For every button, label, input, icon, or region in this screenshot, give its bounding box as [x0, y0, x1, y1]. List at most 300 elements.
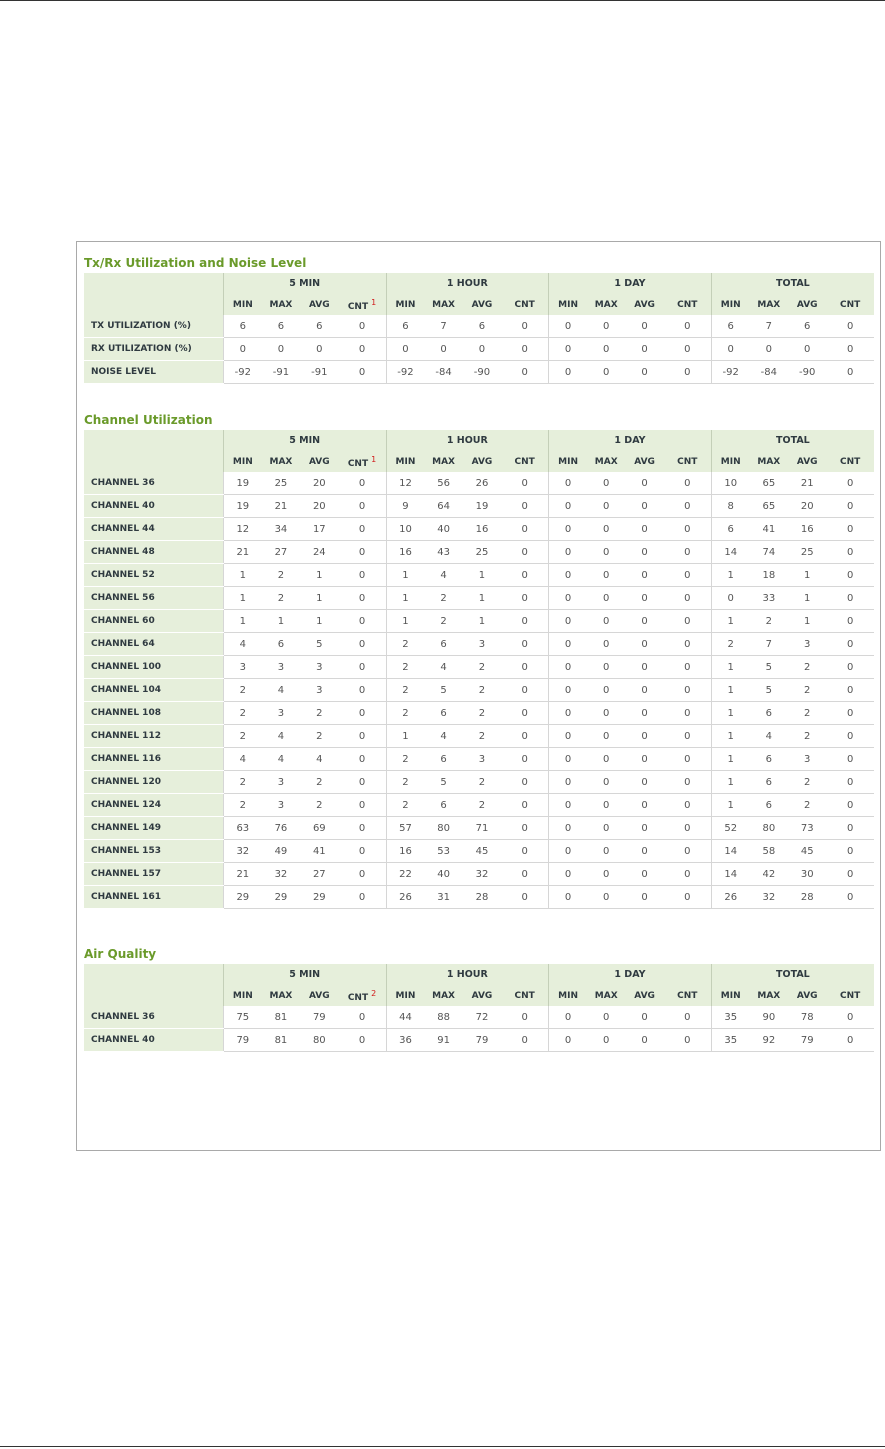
value-cell: 1: [386, 587, 424, 610]
value-cell: 1: [300, 587, 338, 610]
value-cell: 0: [826, 564, 874, 587]
column-header-avg: [300, 985, 338, 1006]
column-header-max: [262, 294, 300, 315]
value-cell: 6: [424, 633, 462, 656]
column-header-label: CNT: [677, 990, 698, 1001]
column-header-max: [424, 451, 462, 472]
value-cell: -90: [788, 361, 826, 384]
value-cell: 2: [386, 748, 424, 771]
value-cell: 0: [625, 702, 663, 725]
value-cell: 0: [549, 541, 587, 564]
row-label: CHANNEL 48: [84, 541, 223, 564]
group-header-row: [84, 273, 874, 294]
value-cell: 0: [587, 771, 625, 794]
column-header-row: [84, 451, 874, 472]
value-cell: 2: [788, 679, 826, 702]
value-cell: 25: [262, 472, 300, 495]
value-cell: 4: [750, 725, 788, 748]
section-title: Channel Utilization: [84, 413, 213, 427]
value-cell: 19: [223, 495, 261, 518]
value-cell: 2: [300, 702, 338, 725]
value-cell: 4: [424, 564, 462, 587]
value-cell: 0: [826, 702, 874, 725]
value-cell: 0: [664, 886, 711, 909]
value-cell: 0: [549, 863, 587, 886]
column-header-label: AVG: [308, 456, 330, 467]
value-cell: 0: [501, 564, 549, 587]
column-header-label: CNT: [347, 301, 369, 312]
column-header-avg: [625, 451, 663, 472]
value-cell: 32: [262, 863, 300, 886]
value-cell: 3: [262, 656, 300, 679]
value-cell: 0: [339, 1006, 387, 1029]
column-header-min: [549, 451, 587, 472]
row-label: CHANNEL 60: [84, 610, 223, 633]
footnote-marker: 1: [371, 454, 377, 464]
group-header: TOTAL: [711, 273, 874, 294]
value-cell: 0: [664, 656, 711, 679]
value-cell: 0: [339, 840, 387, 863]
value-cell: 0: [339, 472, 387, 495]
value-cell: 45: [788, 840, 826, 863]
value-cell: 0: [501, 863, 549, 886]
value-cell: 0: [625, 771, 663, 794]
table-row: [84, 338, 874, 361]
value-cell: 2: [424, 610, 462, 633]
value-cell: 6: [262, 315, 300, 338]
column-header-avg: [625, 985, 663, 1006]
value-cell: 0: [664, 338, 711, 361]
column-header-label: AVG: [471, 990, 493, 1001]
value-cell: 1: [788, 587, 826, 610]
value-cell: 0: [664, 361, 711, 384]
value-cell: 0: [587, 541, 625, 564]
column-header-max: [750, 451, 788, 472]
value-cell: 0: [664, 817, 711, 840]
column-header-min: [386, 294, 424, 315]
value-cell: 91: [424, 1029, 462, 1052]
value-cell: 33: [750, 587, 788, 610]
value-cell: 2: [386, 633, 424, 656]
page-bottom-rule: [0, 1446, 885, 1447]
column-header-max: [587, 985, 625, 1006]
value-cell: 4: [262, 679, 300, 702]
value-cell: 1: [788, 564, 826, 587]
value-cell: 0: [501, 541, 549, 564]
value-cell: 0: [587, 840, 625, 863]
column-header-avg: [300, 294, 338, 315]
value-cell: 3: [223, 656, 261, 679]
value-cell: 0: [549, 495, 587, 518]
value-cell: 75: [223, 1006, 261, 1029]
value-cell: 1: [300, 610, 338, 633]
value-cell: 78: [788, 1006, 826, 1029]
value-cell: 0: [664, 794, 711, 817]
row-label: RX UTILIZATION (%): [84, 338, 223, 361]
value-cell: 2: [463, 656, 501, 679]
table-row: [84, 1006, 874, 1029]
value-cell: 0: [587, 886, 625, 909]
value-cell: 2: [386, 771, 424, 794]
value-cell: 16: [463, 518, 501, 541]
value-cell: 6: [711, 518, 749, 541]
value-cell: 0: [788, 338, 826, 361]
value-cell: 27: [300, 863, 338, 886]
column-header-max: [262, 985, 300, 1006]
value-cell: 45: [463, 840, 501, 863]
value-cell: 0: [339, 361, 387, 384]
value-cell: 10: [711, 472, 749, 495]
value-cell: 49: [262, 840, 300, 863]
value-cell: 0: [664, 748, 711, 771]
column-header-label: AVG: [308, 990, 330, 1001]
column-header-cnt: [501, 451, 549, 472]
value-cell: 64: [424, 495, 462, 518]
value-cell: 4: [262, 748, 300, 771]
value-cell: 35: [711, 1006, 749, 1029]
value-cell: 25: [788, 541, 826, 564]
value-cell: 2: [788, 725, 826, 748]
value-cell: 2: [386, 794, 424, 817]
value-cell: 44: [386, 1006, 424, 1029]
value-cell: 20: [300, 495, 338, 518]
value-cell: -91: [300, 361, 338, 384]
value-cell: 0: [339, 1029, 387, 1052]
value-cell: 0: [424, 338, 462, 361]
value-cell: 0: [587, 725, 625, 748]
value-cell: 0: [826, 541, 874, 564]
channel-utilization-section: [84, 410, 874, 909]
value-cell: 0: [549, 518, 587, 541]
table-row: [84, 1029, 874, 1052]
value-cell: 0: [625, 633, 663, 656]
table-row: [84, 495, 874, 518]
column-header-label: CNT: [840, 990, 861, 1001]
value-cell: 0: [625, 564, 663, 587]
value-cell: 4: [300, 748, 338, 771]
value-cell: 90: [750, 1006, 788, 1029]
value-cell: 0: [625, 794, 663, 817]
value-cell: 0: [549, 886, 587, 909]
value-cell: 0: [587, 361, 625, 384]
value-cell: 0: [587, 518, 625, 541]
value-cell: 0: [501, 361, 549, 384]
value-cell: 0: [826, 338, 874, 361]
column-header-label: AVG: [634, 456, 655, 467]
row-label: CHANNEL 56: [84, 587, 223, 610]
column-header-label: MIN: [232, 299, 253, 310]
column-header-label: MIN: [395, 456, 416, 467]
column-header-label: AVG: [634, 990, 655, 1001]
value-cell: 0: [587, 338, 625, 361]
value-cell: 2: [463, 679, 501, 702]
value-cell: 79: [223, 1029, 261, 1052]
value-cell: 3: [300, 656, 338, 679]
value-cell: 0: [587, 656, 625, 679]
value-cell: 0: [826, 472, 874, 495]
column-header-label: MAX: [432, 456, 456, 467]
value-cell: 0: [339, 587, 387, 610]
value-cell: 2: [300, 771, 338, 794]
value-cell: 65: [750, 472, 788, 495]
value-cell: 0: [501, 1006, 549, 1029]
value-cell: 25: [463, 541, 501, 564]
value-cell: 0: [549, 702, 587, 725]
column-header-avg: [463, 451, 501, 472]
group-header-row: [84, 430, 874, 451]
value-cell: 0: [587, 633, 625, 656]
column-header-label: CNT: [840, 456, 861, 467]
group-header: 1 DAY: [549, 964, 712, 985]
value-cell: 17: [300, 518, 338, 541]
row-label: CHANNEL 149: [84, 817, 223, 840]
value-cell: 3: [463, 633, 501, 656]
value-cell: 0: [549, 633, 587, 656]
value-cell: 80: [750, 817, 788, 840]
value-cell: 2: [463, 771, 501, 794]
value-cell: -84: [750, 361, 788, 384]
value-cell: 3: [788, 633, 826, 656]
value-cell: 0: [339, 495, 387, 518]
header-blank-cell: [84, 294, 223, 315]
value-cell: 0: [587, 564, 625, 587]
column-header-max: [424, 294, 462, 315]
value-cell: 0: [826, 656, 874, 679]
value-cell: 0: [826, 863, 874, 886]
value-cell: 57: [386, 817, 424, 840]
value-cell: 0: [339, 541, 387, 564]
row-label: CHANNEL 64: [84, 633, 223, 656]
table-row: [84, 564, 874, 587]
column-header-label: MIN: [720, 456, 741, 467]
value-cell: 0: [826, 1006, 874, 1029]
value-cell: 0: [826, 817, 874, 840]
value-cell: 0: [625, 863, 663, 886]
value-cell: 2: [424, 587, 462, 610]
value-cell: 0: [339, 817, 387, 840]
column-header-cnt: [826, 451, 874, 472]
column-header-cnt: [826, 294, 874, 315]
column-header-label: MAX: [269, 456, 293, 467]
value-cell: 2: [262, 564, 300, 587]
column-header-label: MIN: [395, 990, 416, 1001]
value-cell: 0: [339, 748, 387, 771]
value-cell: 0: [501, 633, 549, 656]
value-cell: 0: [664, 725, 711, 748]
value-cell: 26: [386, 886, 424, 909]
value-cell: 0: [826, 886, 874, 909]
value-cell: 2: [463, 725, 501, 748]
value-cell: 0: [625, 817, 663, 840]
value-cell: 20: [300, 472, 338, 495]
column-header-label: MAX: [757, 456, 781, 467]
value-cell: 0: [625, 679, 663, 702]
column-header-max: [587, 451, 625, 472]
value-cell: 0: [587, 472, 625, 495]
value-cell: 0: [826, 633, 874, 656]
value-cell: 2: [788, 656, 826, 679]
value-cell: 58: [750, 840, 788, 863]
value-cell: 1: [386, 725, 424, 748]
value-cell: 0: [300, 338, 338, 361]
air-quality-section: [84, 944, 874, 1063]
value-cell: 0: [664, 315, 711, 338]
value-cell: 0: [549, 1006, 587, 1029]
value-cell: 32: [463, 863, 501, 886]
column-header-label: MAX: [269, 299, 293, 310]
row-label: CHANNEL 116: [84, 748, 223, 771]
value-cell: 1: [223, 610, 261, 633]
value-cell: 26: [711, 886, 749, 909]
value-cell: 2: [300, 794, 338, 817]
value-cell: 1: [711, 771, 749, 794]
value-cell: 1: [711, 748, 749, 771]
value-cell: 1: [386, 564, 424, 587]
value-cell: 92: [750, 1029, 788, 1052]
group-header: 1 HOUR: [386, 273, 549, 294]
value-cell: 0: [664, 679, 711, 702]
value-cell: 65: [750, 495, 788, 518]
value-cell: 6: [424, 748, 462, 771]
value-cell: 0: [549, 748, 587, 771]
table-row: [84, 541, 874, 564]
value-cell: 6: [711, 315, 749, 338]
value-cell: 2: [223, 771, 261, 794]
value-cell: 6: [300, 315, 338, 338]
value-cell: 0: [386, 338, 424, 361]
value-cell: 0: [625, 840, 663, 863]
value-cell: 0: [549, 564, 587, 587]
group-header: 1 DAY: [549, 430, 712, 451]
page-top-rule: [0, 0, 885, 1]
group-header: TOTAL: [711, 430, 874, 451]
column-header-label: MIN: [720, 299, 741, 310]
section-title: Air Quality: [84, 947, 157, 961]
row-label: CHANNEL 153: [84, 840, 223, 863]
table-row: [84, 361, 874, 384]
table-row: [84, 315, 874, 338]
value-cell: 0: [826, 771, 874, 794]
value-cell: 24: [300, 541, 338, 564]
value-cell: 73: [788, 817, 826, 840]
value-cell: 3: [262, 794, 300, 817]
value-cell: 0: [625, 472, 663, 495]
value-cell: 0: [223, 338, 261, 361]
value-cell: 0: [549, 817, 587, 840]
table-row: [84, 886, 874, 909]
column-header-label: MAX: [594, 299, 618, 310]
value-cell: 0: [339, 338, 387, 361]
value-cell: -84: [424, 361, 462, 384]
column-header-cnt: [664, 985, 711, 1006]
value-cell: 0: [587, 495, 625, 518]
value-cell: 0: [625, 886, 663, 909]
value-cell: 8: [711, 495, 749, 518]
value-cell: 0: [549, 610, 587, 633]
value-cell: 2: [223, 702, 261, 725]
value-cell: 6: [463, 315, 501, 338]
value-cell: 14: [711, 863, 749, 886]
value-cell: 1: [711, 656, 749, 679]
row-label: NOISE LEVEL: [84, 361, 223, 384]
column-header-label: MIN: [558, 456, 579, 467]
value-cell: 7: [750, 633, 788, 656]
value-cell: 0: [339, 564, 387, 587]
column-header-min: [711, 294, 749, 315]
column-header-label: CNT: [514, 456, 535, 467]
value-cell: 79: [300, 1006, 338, 1029]
value-cell: 0: [549, 656, 587, 679]
row-label: CHANNEL 120: [84, 771, 223, 794]
value-cell: 0: [587, 702, 625, 725]
value-cell: 41: [750, 518, 788, 541]
value-cell: 0: [339, 518, 387, 541]
value-cell: 21: [262, 495, 300, 518]
value-cell: 12: [223, 518, 261, 541]
value-cell: 0: [549, 361, 587, 384]
value-cell: 0: [625, 1006, 663, 1029]
value-cell: 2: [750, 610, 788, 633]
group-header: TOTAL: [711, 964, 874, 985]
column-header-cnt: [339, 451, 387, 472]
column-header-min: [549, 985, 587, 1006]
value-cell: 0: [501, 587, 549, 610]
value-cell: 76: [262, 817, 300, 840]
value-cell: 0: [625, 1029, 663, 1052]
value-cell: 6: [750, 771, 788, 794]
value-cell: 0: [549, 315, 587, 338]
value-cell: 3: [262, 771, 300, 794]
value-cell: 21: [223, 863, 261, 886]
value-cell: 0: [339, 863, 387, 886]
value-cell: 0: [549, 771, 587, 794]
value-cell: 74: [750, 541, 788, 564]
value-cell: 6: [223, 315, 261, 338]
table-row: [84, 702, 874, 725]
value-cell: 0: [625, 495, 663, 518]
value-cell: 0: [339, 633, 387, 656]
column-header-label: MIN: [558, 299, 579, 310]
header-blank-cell: [84, 964, 223, 985]
value-cell: 0: [587, 794, 625, 817]
table-row: [84, 748, 874, 771]
value-cell: 16: [386, 840, 424, 863]
value-cell: 28: [463, 886, 501, 909]
value-cell: 5: [424, 679, 462, 702]
value-cell: 0: [339, 315, 387, 338]
value-cell: 79: [463, 1029, 501, 1052]
header-blank-cell: [84, 451, 223, 472]
column-header-avg: [625, 294, 663, 315]
column-header-label: CNT: [514, 990, 535, 1001]
value-cell: 14: [711, 541, 749, 564]
value-cell: 7: [424, 315, 462, 338]
value-cell: 1: [788, 610, 826, 633]
value-cell: 63: [223, 817, 261, 840]
group-header-row: [84, 964, 874, 985]
value-cell: 0: [501, 840, 549, 863]
value-cell: 4: [223, 633, 261, 656]
value-cell: 0: [664, 587, 711, 610]
value-cell: 18: [750, 564, 788, 587]
value-cell: 30: [788, 863, 826, 886]
value-cell: 0: [664, 541, 711, 564]
value-cell: 0: [625, 518, 663, 541]
value-cell: 0: [625, 656, 663, 679]
value-cell: 10: [386, 518, 424, 541]
column-header-min: [711, 985, 749, 1006]
row-label: CHANNEL 157: [84, 863, 223, 886]
